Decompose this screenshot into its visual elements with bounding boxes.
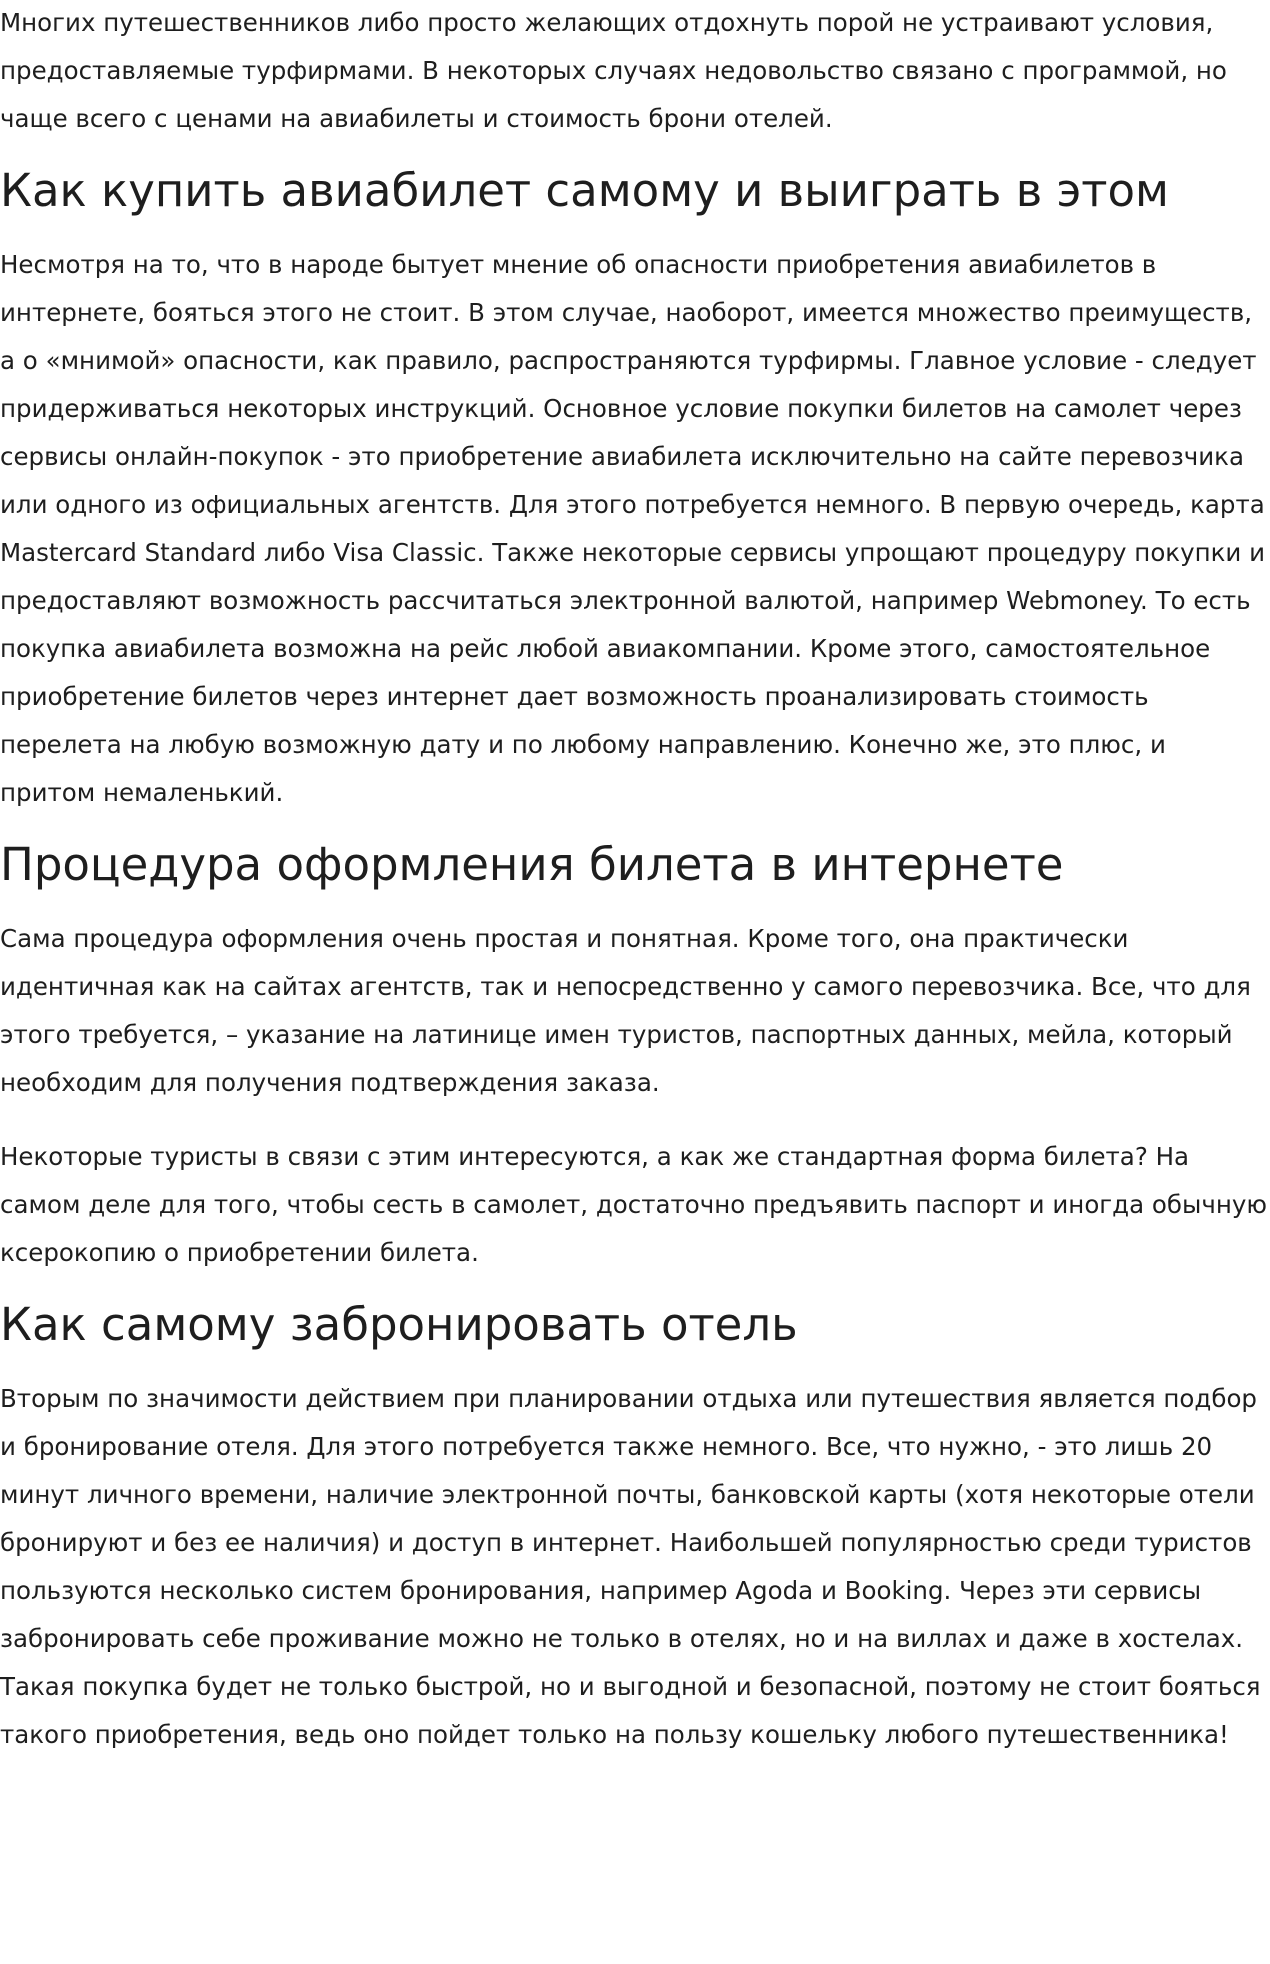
heading-ticket-procedure: Процедура оформления билета в интернете	[0, 838, 1064, 891]
paragraph-buy-ticket: Несмотря на то, что в народе бытует мнение об опасности приобретения авиабилетов в интернете, бояться этого не стоит. В этом случае, наоборот, имеется множество преимуществ, а о «мнимой» опасности, как правило, распространяются турфирмы. Главное условие - следует придерживаться некоторых инструкций. Основное условие покупки билетов на самолет через сервисы онлайн-покупок - это приобретение авиабилета исключительно на сайте перевозчика или одного из официальных агентств. Для этого потребуется немного. В первую очередь, карта Mastercard Standard либо Visa Classic. Также некоторые сервисы упрощают процедуру покупки и предоставляют возможность рассчитаться электронной валютой, например Webmoney. То есть покупка авиабилета возможна на рейс любой авиакомпании. Кроме этого, самостоятельное приобретение билетов через интернет дает возможность проанализировать стоимость перелета на любую возможную дату и по любому направлению. Конечно же, это плюс, и притом немаленький.	[0, 250, 1266, 807]
paragraph-book-hotel: Вторым по значимости действием при планировании отдыха или путешествия является подбор и бронирование отеля. Для этого потребуется также немного. Все, что нужно, - это лишь 20 минут личного времени, наличие электронной почты, банковской карты (хотя некоторые отели бронируют и без ее наличия) и доступ в интернет. Наибольшей популярностью среди туристов пользуются несколько систем бронирования, например Agoda и Booking. Через эти сервисы забронировать себе проживание можно не только в отелях, но и на виллах и даже в хостелах. Такая покупка будет не только быстрой, но и выгодной и безопасной, поэтому не стоит бояться такого приобретения, ведь оно пойдет только на пользу кошельку любого путешественника!	[0, 1384, 1261, 1749]
paragraph-ticket-procedure-1: Сама процедура оформления очень простая и понятная. Кроме того, она практически идентичная как на сайтах агентств, так и непосредственно у самого перевозчика. Все, что для этого требуется, – указание на латинице имен туристов, паспортных данных, мейла, который необходим для получения подтверждения заказа.	[0, 924, 1251, 1097]
paragraph-ticket-procedure-2: Некоторые туристы в связи с этим интересуются, а как же стандартная форма билета? На самом деле для того, чтобы сесть в самолет, достаточно предъявить паспорт и иногда обычную ксерокопию о приобретении билета.	[0, 1142, 1267, 1267]
heading-book-hotel: Как самому забронировать отель	[0, 1298, 798, 1351]
heading-buy-ticket: Как купить авиабилет самому и выиграть в этом	[0, 164, 1169, 217]
intro-paragraph: Многих путешественников либо просто желающих отдохнуть порой не устраивают условия, предоставляемые турфирмами. В некоторых случаях недовольство связано с программой, но чаще всего с ценами на авиабилеты и стоимость брони отелей.	[0, 8, 1227, 133]
